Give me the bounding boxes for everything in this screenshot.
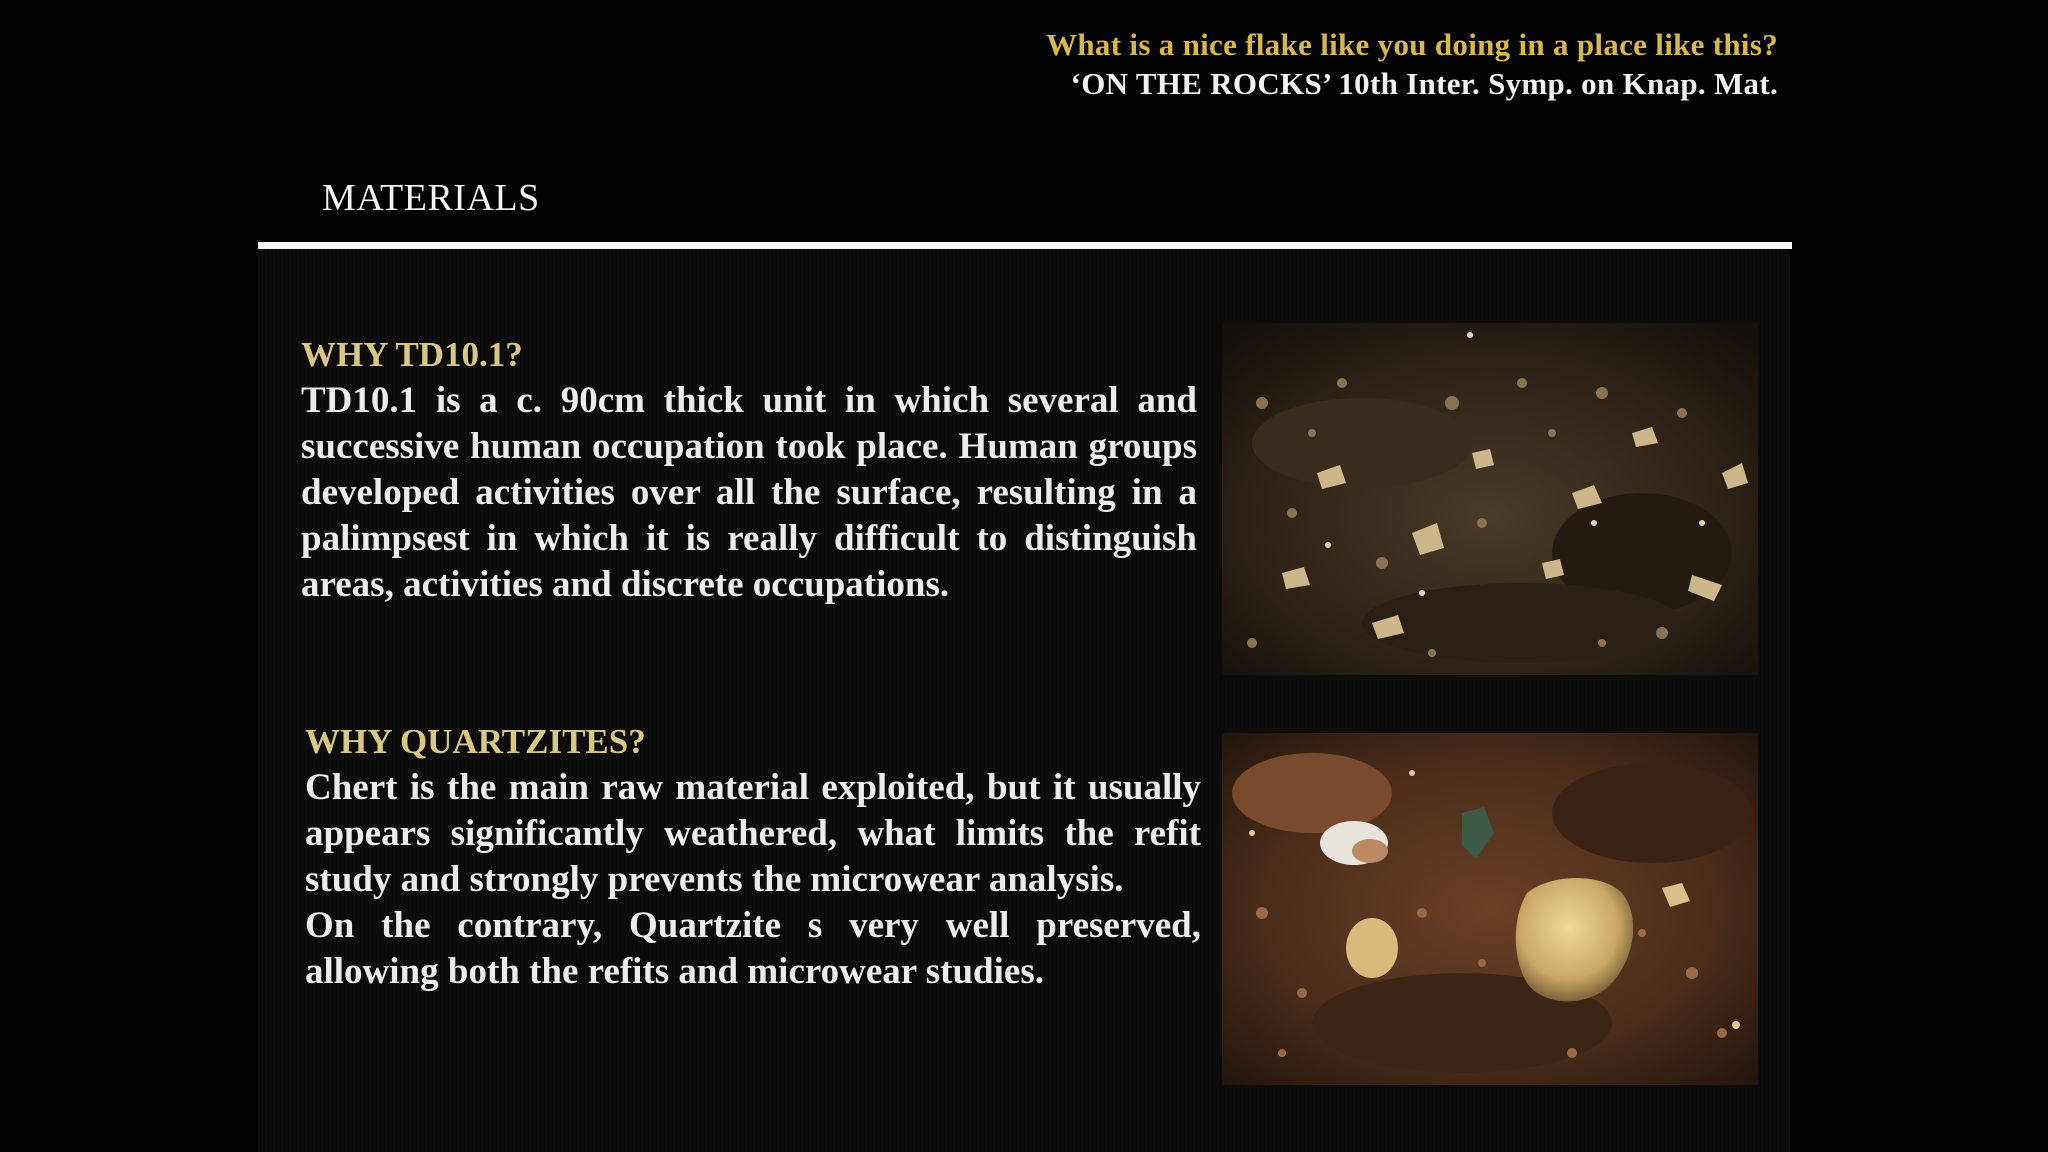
- section-heading: WHY TD10.1?: [301, 335, 523, 374]
- slide-title: MATERIALS: [322, 177, 540, 219]
- section-heading: WHY QUARTZITES?: [305, 722, 646, 761]
- section-paragraph: Chert is the main raw material exploited, but it usually appears significantly weathered, what limits the refit study and strongly prevents the microwear analysis.: [305, 767, 1201, 900]
- title-divider: [258, 242, 1792, 249]
- section-why-td10: [301, 332, 1197, 608]
- quartzite-photo: [1222, 733, 1758, 1085]
- conference-name: ‘ON THE ROCKS’ 10th Inter. Symp. on Knap. Mat.: [1070, 66, 1778, 101]
- conference-tagline: What is a nice flake like you doing in a place like this?: [1046, 27, 1778, 62]
- section-paragraph: On the contrary, Quartzite s very well preserved, allowing both the refits and microwear studies.: [305, 905, 1201, 992]
- section-why-quartzites: [305, 719, 1201, 995]
- section-paragraph: TD10.1 is a c. 90cm thick unit in which several and successive human occupation took place. Human groups developed activities over all the surface, resulting in a palimpsest in which it is really difficult to distinguish areas, activities and discrete occupations.: [301, 380, 1197, 605]
- excavation-photo-td10: [1222, 323, 1758, 675]
- section-body: [301, 378, 1197, 608]
- section-body: [305, 765, 1201, 995]
